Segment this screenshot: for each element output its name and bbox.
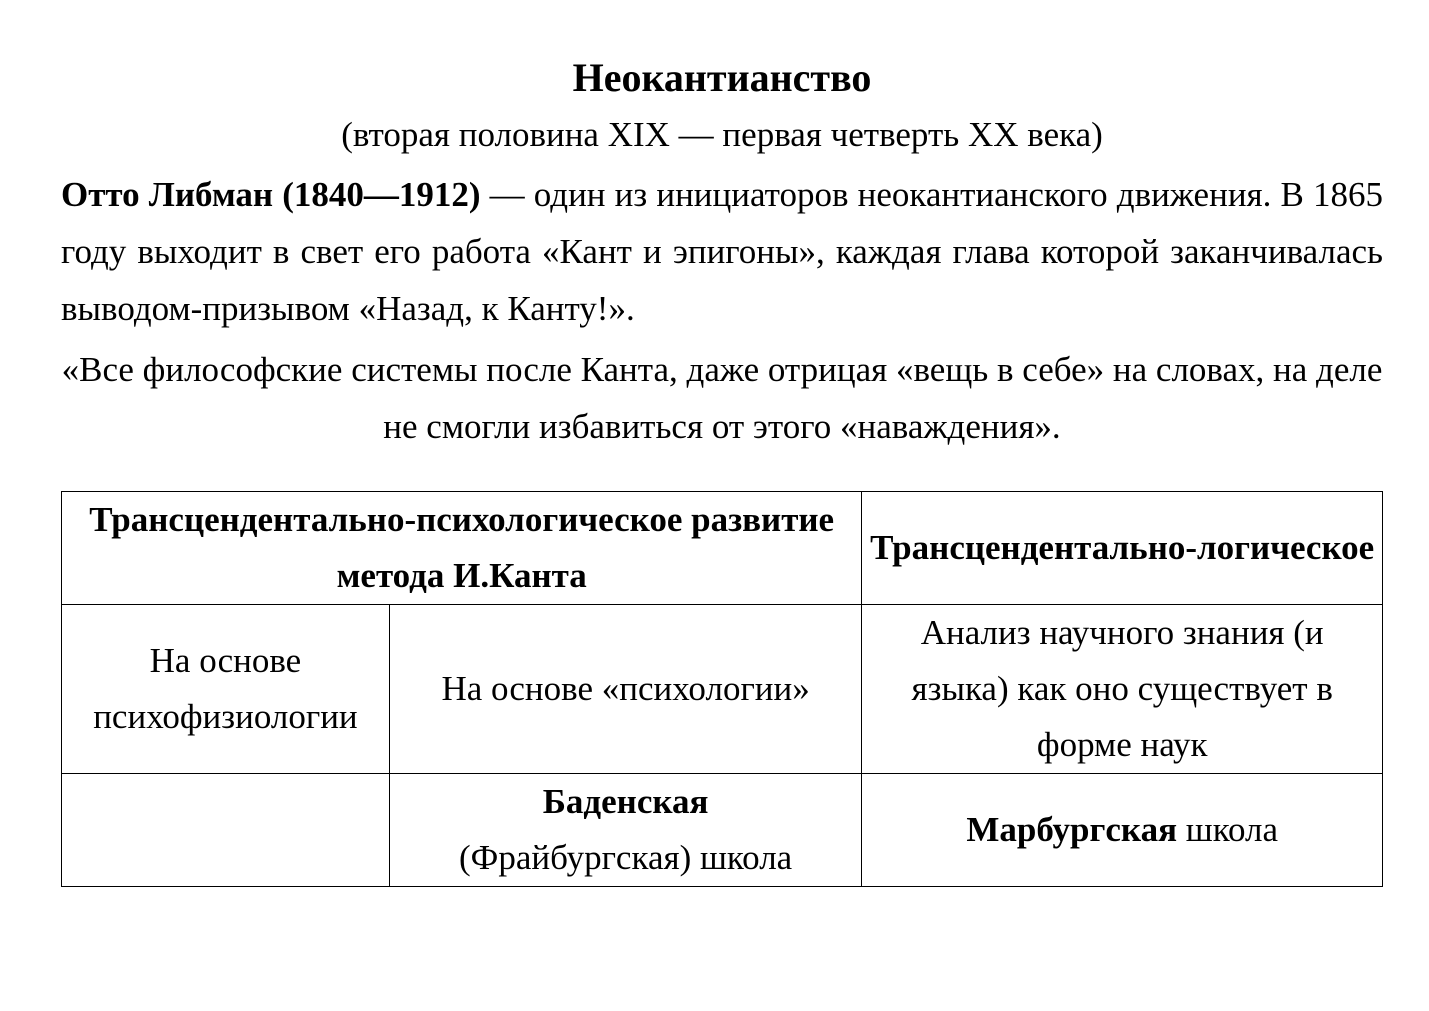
table-row: [62, 774, 1383, 887]
cell-marburg-school: [862, 774, 1383, 887]
document-page: [61, 50, 1383, 877]
quote-paragraph: «Все философские системы после Канта, даже отрицая «вещь в себе» на словах, на деле не смогли избавиться от этого «наваждения».: [61, 350, 1383, 446]
schools-table: [61, 491, 1383, 887]
marburg-school-name: Марбургская: [966, 810, 1178, 849]
cell-baden-school: [389, 774, 862, 887]
cell-psychology: На основе «психологии»: [389, 605, 862, 774]
table-row: [62, 492, 1383, 605]
page-title: Неокантианство: [572, 55, 872, 100]
intro-paragraph: [61, 166, 1383, 337]
cell-psychophysiology: На основе психофизиологии: [62, 605, 390, 774]
baden-school-rest: (Фрайбургская) школа: [459, 838, 793, 877]
cell-empty: [62, 774, 390, 887]
baden-school-name: Баденская: [542, 782, 709, 821]
cell-science-analysis: Анализ научного знания (и языка) как оно существует в форме наук: [862, 605, 1383, 774]
intro-text: — один из инициаторов неокантианского движения. В 1865 году выходит в свет его работа «Кант и эпигоны», каждая глава которой заканчивалась выводом-призывом «Назад, к Канту!».: [61, 175, 1383, 328]
header-psychological: Трансцендентально-психологическое развитие метода И.Канта: [62, 492, 862, 605]
marburg-school-rest: школа: [1177, 810, 1278, 849]
table-row: [62, 605, 1383, 774]
page-subtitle: (вторая половина XIX — первая четверть XX века): [341, 115, 1103, 154]
header-logical: Трансцендентально-логическое: [862, 492, 1383, 605]
intro-author: Отто Либман (1840—1912): [61, 175, 481, 214]
